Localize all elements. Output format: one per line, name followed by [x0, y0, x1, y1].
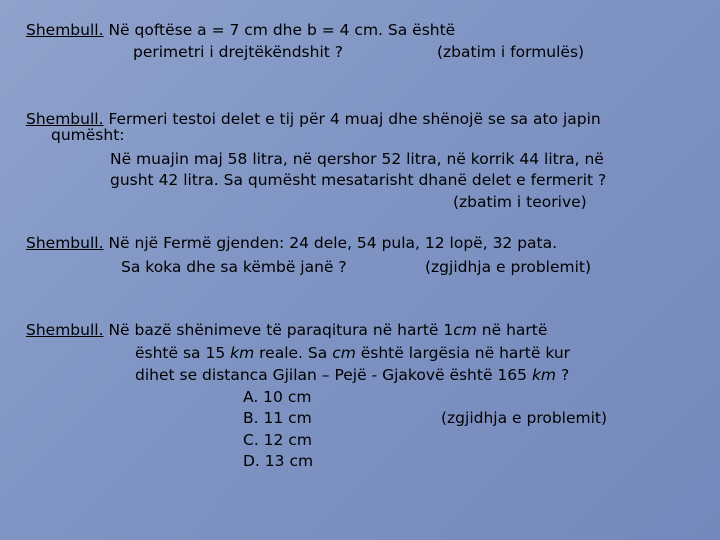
example-label: Shembull. — [26, 234, 104, 252]
example-4-method-note: (zgjidhja e problemit) — [441, 409, 608, 427]
answer-option-d: D. 13 cm — [243, 452, 314, 470]
example-text: Në qoftëse a = 7 cm dhe b = 4 cm. Sa është — [108, 21, 456, 39]
answer-option-a: A. 10 cm — [243, 388, 312, 406]
example-3-question: Sa koka dhe sa këmbë janë ? — [121, 258, 347, 276]
example-4-question: dihet se distanca Gjilan – Pejë - Gjakovë është 165 km ? — [135, 366, 570, 384]
example-2-line-2: qumësht: — [51, 126, 125, 144]
example-3-line-1 — [26, 233, 557, 253]
example-label: Shembull. — [26, 21, 104, 39]
answer-option-b: B. 11 cm — [243, 409, 312, 427]
example-1-line-1 — [26, 20, 455, 40]
example-label: Shembull. — [26, 110, 104, 128]
example-4-line-2: është sa 15 km reale. Sa cm është largësia në hartë kur — [135, 344, 571, 362]
answer-option-c: C. 12 cm — [243, 431, 312, 449]
example-1-question: perimetri i drejtëkëndshit ? — [133, 43, 343, 61]
example-2-line-3: Në muajin maj 58 litra, në qershor 52 litra, në korrik 44 litra, në — [110, 150, 604, 168]
example-2-method-note: (zbatim i teorive) — [453, 193, 587, 211]
example-text: Fermeri testoi delet e tij për 4 muaj dhe shënojë se sa ato japin — [108, 110, 601, 128]
example-1-method-note: (zbatim i formulës) — [437, 43, 585, 61]
example-text: Në një Fermë gjenden: 24 dele, 54 pula, 12 lopë, 32 pata. — [108, 234, 558, 252]
example-3-method-note: (zgjidhja e problemit) — [425, 258, 592, 276]
example-2-question: gusht 42 litra. Sa qumësht mesatarisht dhanë delet e fermerit ? — [110, 171, 607, 189]
example-label: Shembull. — [26, 321, 104, 339]
example-4-line-1: Shembull. Në bazë shënimeve të paraqitura në hartë 1cm në hartë — [26, 321, 548, 339]
